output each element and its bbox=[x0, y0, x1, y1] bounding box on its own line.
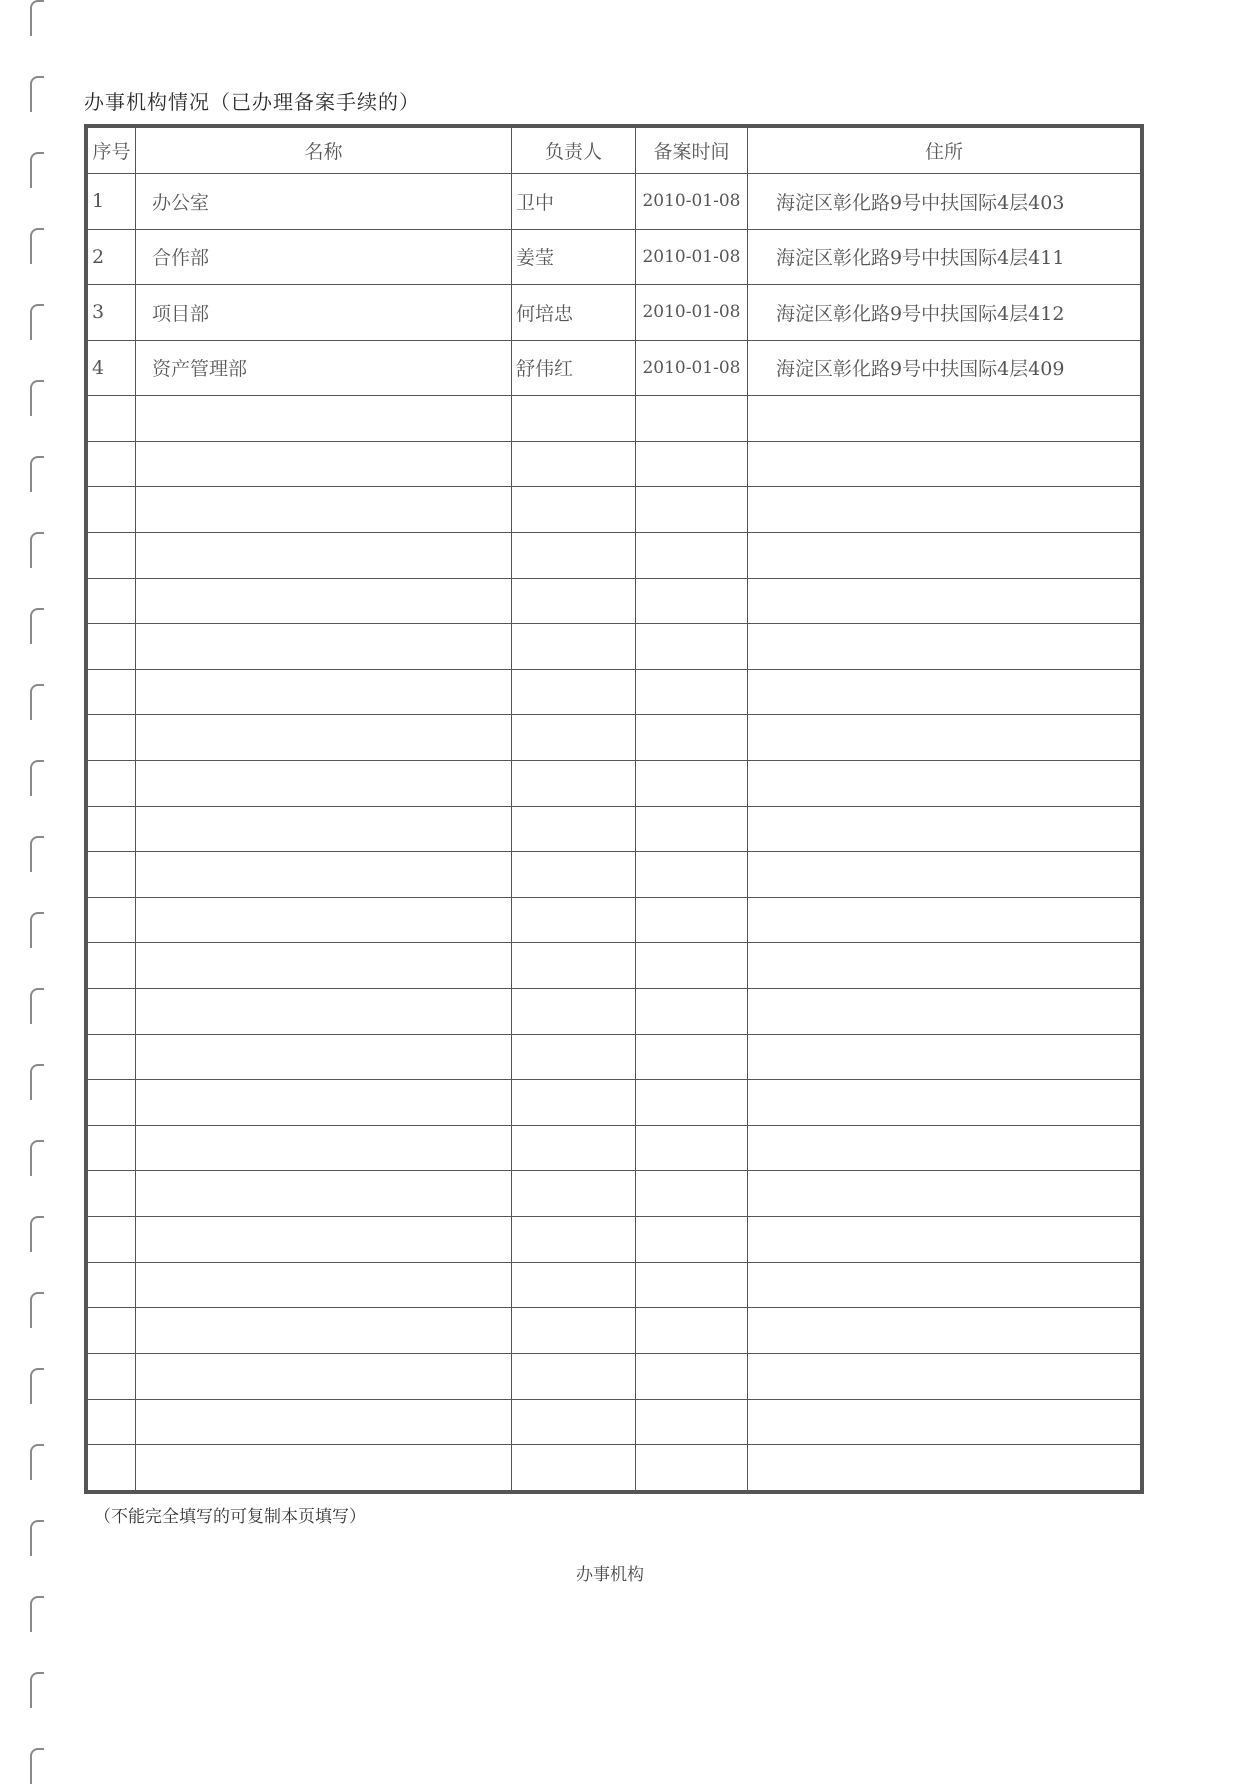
empty-table-row bbox=[88, 1217, 1141, 1263]
institution-table bbox=[87, 127, 1141, 1491]
empty-cell bbox=[136, 396, 512, 442]
empty-table-row bbox=[88, 624, 1141, 670]
empty-cell bbox=[636, 1262, 748, 1308]
empty-cell bbox=[748, 1308, 1141, 1354]
empty-cell bbox=[748, 532, 1141, 578]
empty-cell bbox=[88, 1171, 136, 1217]
cell-person: 卫中 bbox=[512, 174, 636, 230]
empty-table-row bbox=[88, 852, 1141, 898]
empty-cell bbox=[136, 1308, 512, 1354]
table-row bbox=[88, 285, 1141, 341]
empty-table-row bbox=[88, 396, 1141, 442]
empty-cell bbox=[748, 715, 1141, 761]
empty-cell bbox=[136, 578, 512, 624]
empty-cell bbox=[136, 669, 512, 715]
cell-date: 2010-01-08 bbox=[636, 229, 748, 285]
empty-cell bbox=[512, 1399, 636, 1445]
empty-cell bbox=[512, 624, 636, 670]
empty-cell bbox=[512, 578, 636, 624]
empty-cell bbox=[136, 532, 512, 578]
empty-cell bbox=[636, 578, 748, 624]
empty-cell bbox=[636, 852, 748, 898]
empty-cell bbox=[136, 1125, 512, 1171]
empty-cell bbox=[512, 669, 636, 715]
binding-hole-mark bbox=[30, 836, 44, 872]
empty-table-row bbox=[88, 1125, 1141, 1171]
cell-address: 海淀区彰化路9号中扶国际4层409 bbox=[748, 340, 1141, 396]
empty-cell bbox=[636, 989, 748, 1035]
empty-table-row bbox=[88, 1171, 1141, 1217]
empty-cell bbox=[88, 1034, 136, 1080]
cell-person: 舒伟红 bbox=[512, 340, 636, 396]
empty-table-row bbox=[88, 441, 1141, 487]
empty-cell bbox=[136, 943, 512, 989]
empty-cell bbox=[88, 761, 136, 807]
cell-date: 2010-01-08 bbox=[636, 340, 748, 396]
empty-cell bbox=[636, 487, 748, 533]
empty-table-row bbox=[88, 715, 1141, 761]
empty-cell bbox=[748, 1217, 1141, 1263]
empty-cell bbox=[748, 1125, 1141, 1171]
binding-hole-mark bbox=[30, 1596, 44, 1632]
empty-cell bbox=[636, 897, 748, 943]
empty-cell bbox=[136, 1171, 512, 1217]
table-header-row bbox=[88, 128, 1141, 174]
binding-hole-mark bbox=[30, 1748, 44, 1784]
cell-address: 海淀区彰化路9号中扶国际4层412 bbox=[748, 285, 1141, 341]
institution-table-frame bbox=[84, 124, 1144, 1494]
cell-address: 海淀区彰化路9号中扶国际4层403 bbox=[748, 174, 1141, 230]
header-address: 住所 bbox=[748, 128, 1141, 174]
empty-cell bbox=[88, 669, 136, 715]
binding-hole-mark bbox=[30, 1216, 44, 1252]
empty-cell bbox=[88, 806, 136, 852]
empty-cell bbox=[136, 441, 512, 487]
cell-index: 1 bbox=[88, 174, 136, 230]
cell-index: 3 bbox=[88, 285, 136, 341]
empty-cell bbox=[136, 806, 512, 852]
empty-cell bbox=[512, 1080, 636, 1126]
empty-cell bbox=[136, 715, 512, 761]
cell-person: 姜莹 bbox=[512, 229, 636, 285]
binding-hole-mark bbox=[30, 380, 44, 416]
empty-cell bbox=[88, 897, 136, 943]
empty-cell bbox=[136, 1445, 512, 1491]
empty-cell bbox=[748, 806, 1141, 852]
binding-hole-mark bbox=[30, 1292, 44, 1328]
cell-name: 资产管理部 bbox=[136, 340, 512, 396]
binding-hole-mark bbox=[30, 152, 44, 188]
empty-cell bbox=[636, 1080, 748, 1126]
table-row bbox=[88, 340, 1141, 396]
empty-cell bbox=[748, 624, 1141, 670]
empty-cell bbox=[636, 761, 748, 807]
empty-cell bbox=[512, 1125, 636, 1171]
empty-cell bbox=[136, 989, 512, 1035]
empty-cell bbox=[748, 669, 1141, 715]
table-row bbox=[88, 174, 1141, 230]
cell-date: 2010-01-08 bbox=[636, 174, 748, 230]
empty-cell bbox=[636, 715, 748, 761]
empty-table-row bbox=[88, 669, 1141, 715]
empty-cell bbox=[88, 715, 136, 761]
empty-cell bbox=[88, 943, 136, 989]
empty-cell bbox=[88, 441, 136, 487]
empty-table-row bbox=[88, 897, 1141, 943]
empty-table-row bbox=[88, 1080, 1141, 1126]
cell-name: 合作部 bbox=[136, 229, 512, 285]
empty-cell bbox=[512, 1217, 636, 1263]
empty-cell bbox=[88, 532, 136, 578]
empty-table-row bbox=[88, 1353, 1141, 1399]
empty-table-row bbox=[88, 578, 1141, 624]
empty-cell bbox=[512, 1308, 636, 1354]
empty-cell bbox=[136, 1217, 512, 1263]
empty-cell bbox=[512, 1445, 636, 1491]
empty-cell bbox=[512, 852, 636, 898]
empty-cell bbox=[636, 1445, 748, 1491]
empty-cell bbox=[636, 943, 748, 989]
cell-address: 海淀区彰化路9号中扶国际4层411 bbox=[748, 229, 1141, 285]
empty-cell bbox=[512, 943, 636, 989]
empty-cell bbox=[88, 624, 136, 670]
empty-table-row bbox=[88, 1034, 1141, 1080]
binding-hole-mark bbox=[30, 608, 44, 644]
empty-cell bbox=[636, 1308, 748, 1354]
empty-cell bbox=[512, 1353, 636, 1399]
binding-hole-mark bbox=[30, 532, 44, 568]
binding-hole-mark bbox=[30, 1140, 44, 1176]
empty-cell bbox=[512, 487, 636, 533]
empty-table-row bbox=[88, 1399, 1141, 1445]
empty-cell bbox=[748, 1080, 1141, 1126]
empty-cell bbox=[512, 989, 636, 1035]
empty-cell bbox=[88, 487, 136, 533]
empty-cell bbox=[748, 1171, 1141, 1217]
empty-cell bbox=[136, 1262, 512, 1308]
empty-table-row bbox=[88, 1308, 1141, 1354]
binding-marks bbox=[26, 0, 50, 1753]
header-person: 负责人 bbox=[512, 128, 636, 174]
empty-cell bbox=[636, 806, 748, 852]
empty-cell bbox=[88, 396, 136, 442]
empty-cell bbox=[136, 624, 512, 670]
cell-index: 4 bbox=[88, 340, 136, 396]
empty-cell bbox=[88, 1217, 136, 1263]
empty-cell bbox=[512, 1262, 636, 1308]
empty-cell bbox=[512, 396, 636, 442]
empty-cell bbox=[512, 897, 636, 943]
footnote: （不能完全填写的可复制本页填写） bbox=[94, 1507, 366, 1527]
header-index: 序号 bbox=[88, 128, 136, 174]
empty-table-row bbox=[88, 943, 1141, 989]
empty-cell bbox=[636, 1034, 748, 1080]
binding-hole-mark bbox=[30, 0, 44, 36]
binding-hole-mark bbox=[30, 1520, 44, 1556]
empty-cell bbox=[88, 1308, 136, 1354]
empty-cell bbox=[748, 761, 1141, 807]
empty-cell bbox=[636, 1125, 748, 1171]
binding-hole-mark bbox=[30, 760, 44, 796]
empty-cell bbox=[636, 669, 748, 715]
empty-cell bbox=[636, 1399, 748, 1445]
empty-table-row bbox=[88, 1445, 1141, 1491]
empty-cell bbox=[88, 578, 136, 624]
page-footer: 办事机构 bbox=[576, 1565, 644, 1585]
cell-name: 项目部 bbox=[136, 285, 512, 341]
binding-hole-mark bbox=[30, 1368, 44, 1404]
binding-hole-mark bbox=[30, 76, 44, 112]
empty-cell bbox=[748, 989, 1141, 1035]
empty-cell bbox=[512, 715, 636, 761]
empty-cell bbox=[136, 897, 512, 943]
empty-cell bbox=[136, 1399, 512, 1445]
binding-hole-mark bbox=[30, 988, 44, 1024]
binding-hole-mark bbox=[30, 1672, 44, 1708]
empty-cell bbox=[636, 532, 748, 578]
empty-cell bbox=[512, 761, 636, 807]
table-row bbox=[88, 229, 1141, 285]
empty-cell bbox=[136, 1034, 512, 1080]
empty-cell bbox=[512, 441, 636, 487]
cell-name: 办公室 bbox=[136, 174, 512, 230]
empty-table-row bbox=[88, 806, 1141, 852]
binding-hole-mark bbox=[30, 1064, 44, 1100]
empty-cell bbox=[136, 487, 512, 533]
page-title: 办事机构情况（已办理备案手续的） bbox=[84, 90, 420, 114]
empty-cell bbox=[748, 1353, 1141, 1399]
empty-cell bbox=[136, 1080, 512, 1126]
empty-cell bbox=[636, 1353, 748, 1399]
empty-cell bbox=[748, 1399, 1141, 1445]
binding-hole-mark bbox=[30, 912, 44, 948]
empty-cell bbox=[748, 897, 1141, 943]
empty-cell bbox=[136, 761, 512, 807]
empty-cell bbox=[636, 396, 748, 442]
cell-date: 2010-01-08 bbox=[636, 285, 748, 341]
binding-hole-mark bbox=[30, 304, 44, 340]
empty-cell bbox=[88, 852, 136, 898]
empty-cell bbox=[88, 1399, 136, 1445]
binding-hole-mark bbox=[30, 456, 44, 492]
empty-cell bbox=[748, 396, 1141, 442]
cell-person: 何培忠 bbox=[512, 285, 636, 341]
binding-hole-mark bbox=[30, 228, 44, 264]
binding-hole-mark bbox=[30, 1444, 44, 1480]
empty-table-row bbox=[88, 989, 1141, 1035]
empty-cell bbox=[748, 943, 1141, 989]
empty-cell bbox=[88, 1353, 136, 1399]
cell-index: 2 bbox=[88, 229, 136, 285]
table-body bbox=[88, 174, 1141, 1491]
header-name: 名称 bbox=[136, 128, 512, 174]
header-date: 备案时间 bbox=[636, 128, 748, 174]
empty-cell bbox=[512, 1034, 636, 1080]
empty-cell bbox=[748, 441, 1141, 487]
empty-cell bbox=[636, 441, 748, 487]
empty-table-row bbox=[88, 1262, 1141, 1308]
empty-cell bbox=[88, 1125, 136, 1171]
empty-cell bbox=[136, 852, 512, 898]
empty-cell bbox=[88, 989, 136, 1035]
empty-cell bbox=[636, 1217, 748, 1263]
empty-cell bbox=[748, 578, 1141, 624]
binding-hole-mark bbox=[30, 684, 44, 720]
empty-cell bbox=[748, 1445, 1141, 1491]
empty-cell bbox=[88, 1445, 136, 1491]
empty-table-row bbox=[88, 487, 1141, 533]
empty-cell bbox=[512, 532, 636, 578]
empty-cell bbox=[88, 1262, 136, 1308]
empty-cell bbox=[636, 1171, 748, 1217]
empty-cell bbox=[512, 1171, 636, 1217]
empty-cell bbox=[748, 1034, 1141, 1080]
empty-table-row bbox=[88, 761, 1141, 807]
empty-cell bbox=[136, 1353, 512, 1399]
empty-cell bbox=[748, 1262, 1141, 1308]
empty-cell bbox=[512, 806, 636, 852]
empty-cell bbox=[748, 487, 1141, 533]
empty-table-row bbox=[88, 532, 1141, 578]
empty-cell bbox=[88, 1080, 136, 1126]
empty-cell bbox=[636, 624, 748, 670]
empty-cell bbox=[748, 852, 1141, 898]
